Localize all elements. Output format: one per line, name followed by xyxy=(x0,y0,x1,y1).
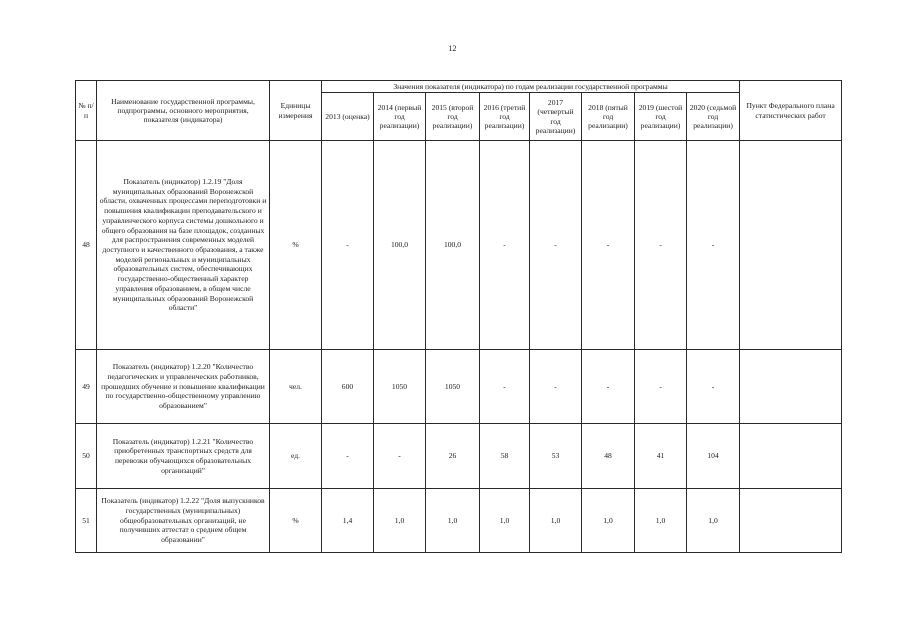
row-value: 48 xyxy=(582,424,635,489)
row-value: 1,0 xyxy=(480,489,530,553)
row-value: 100,0 xyxy=(374,141,426,350)
header-year: 2017 (четвертый год реализации) xyxy=(530,93,582,141)
row-value: - xyxy=(374,424,426,489)
header-year: 2014 (первый год реализации) xyxy=(374,93,426,141)
header-plan-item: Пункт Федерального плана статистических работ xyxy=(740,81,842,141)
row-value: 26 xyxy=(426,424,480,489)
row-value: - xyxy=(635,141,687,350)
row-value: - xyxy=(480,141,530,350)
header-values-group: Значения показателя (индикатора) по годам реализации государственной программы xyxy=(322,81,740,93)
header-year: 2018 (пятый год реализации) xyxy=(582,93,635,141)
page-number: 12 xyxy=(448,44,457,53)
row-value: 1,0 xyxy=(426,489,480,553)
row-value: - xyxy=(687,141,740,350)
header-year: 2013 (оценка) xyxy=(322,93,374,141)
row-value: - xyxy=(687,350,740,424)
table-row xyxy=(76,141,842,350)
row-value: 600 xyxy=(322,350,374,424)
row-plan-item xyxy=(740,489,842,553)
row-value: 1,4 xyxy=(322,489,374,553)
header-year: 2020 (седьмой год реализации) xyxy=(687,93,740,141)
row-value: 1,0 xyxy=(530,489,582,553)
header-row-group xyxy=(76,81,842,93)
row-plan-item xyxy=(740,141,842,350)
row-value: 1,0 xyxy=(582,489,635,553)
header-num: № п/п xyxy=(76,81,97,141)
row-unit: ед. xyxy=(270,424,322,489)
row-value: 1,0 xyxy=(635,489,687,553)
row-name: Показатель (индикатор) 1.2.19 "Доля муниципальных образований Воронежской области, охваченных процессами переподготовки и повышения квалификации преподавательского и управленческого корпуса системы дошкольного и общего образования на базе площадок, созданных для распространения современных моделей доступного и качественного образования, а также моделей региональных и муниципальных образовательных систем, обеспечивающих государственно-общественный характер управления образованием, в общем числе муниципальных образований Воронежской области" xyxy=(97,141,270,350)
row-unit: % xyxy=(270,141,322,350)
row-num: 49 xyxy=(76,350,97,424)
row-name: Показатель (индикатор) 1.2.20 "Количество педагогических и управленческих работников, прошедших обучение и повышение квалификации по государственно-общественному управлению образованием" xyxy=(97,350,270,424)
header-year: 2019 (шестой год реализации) xyxy=(635,93,687,141)
row-unit: % xyxy=(270,489,322,553)
row-value: 1,0 xyxy=(374,489,426,553)
indicator-table xyxy=(75,80,842,553)
header-year: 2015 (второй год реализации) xyxy=(426,93,480,141)
row-value: 1,0 xyxy=(687,489,740,553)
row-value: 1050 xyxy=(374,350,426,424)
row-value: - xyxy=(635,350,687,424)
row-unit: чел. xyxy=(270,350,322,424)
row-value: - xyxy=(322,424,374,489)
row-value: - xyxy=(582,350,635,424)
row-value: - xyxy=(322,141,374,350)
row-plan-item xyxy=(740,350,842,424)
row-value: 41 xyxy=(635,424,687,489)
row-plan-item xyxy=(740,424,842,489)
header-name: Наименование государственной программы, подпрограммы, основного мероприятия, показателя (индикатора) xyxy=(97,81,270,141)
table-row xyxy=(76,489,842,553)
row-value: - xyxy=(530,141,582,350)
row-value: - xyxy=(480,350,530,424)
row-value: - xyxy=(582,141,635,350)
row-num: 48 xyxy=(76,141,97,350)
row-value: 104 xyxy=(687,424,740,489)
header-year: 2016 (третий год реализации) xyxy=(480,93,530,141)
row-value: - xyxy=(530,350,582,424)
table-row xyxy=(76,424,842,489)
row-value: 53 xyxy=(530,424,582,489)
row-value: 1050 xyxy=(426,350,480,424)
table-row xyxy=(76,350,842,424)
row-name: Показатель (индикатор) 1.2.22 "Доля выпускников государственных (муниципальных) общеобразовательных организаций, не получивших аттестат о среднем общем образовании" xyxy=(97,489,270,553)
header-unit: Единицы измерения xyxy=(270,81,322,141)
row-value: 58 xyxy=(480,424,530,489)
row-num: 51 xyxy=(76,489,97,553)
row-value: 100,0 xyxy=(426,141,480,350)
row-num: 50 xyxy=(76,424,97,489)
row-name: Показатель (индикатор) 1.2.21 "Количество приобретенных транспортных средств для перевозки обучающихся образовательных организаций" xyxy=(97,424,270,489)
